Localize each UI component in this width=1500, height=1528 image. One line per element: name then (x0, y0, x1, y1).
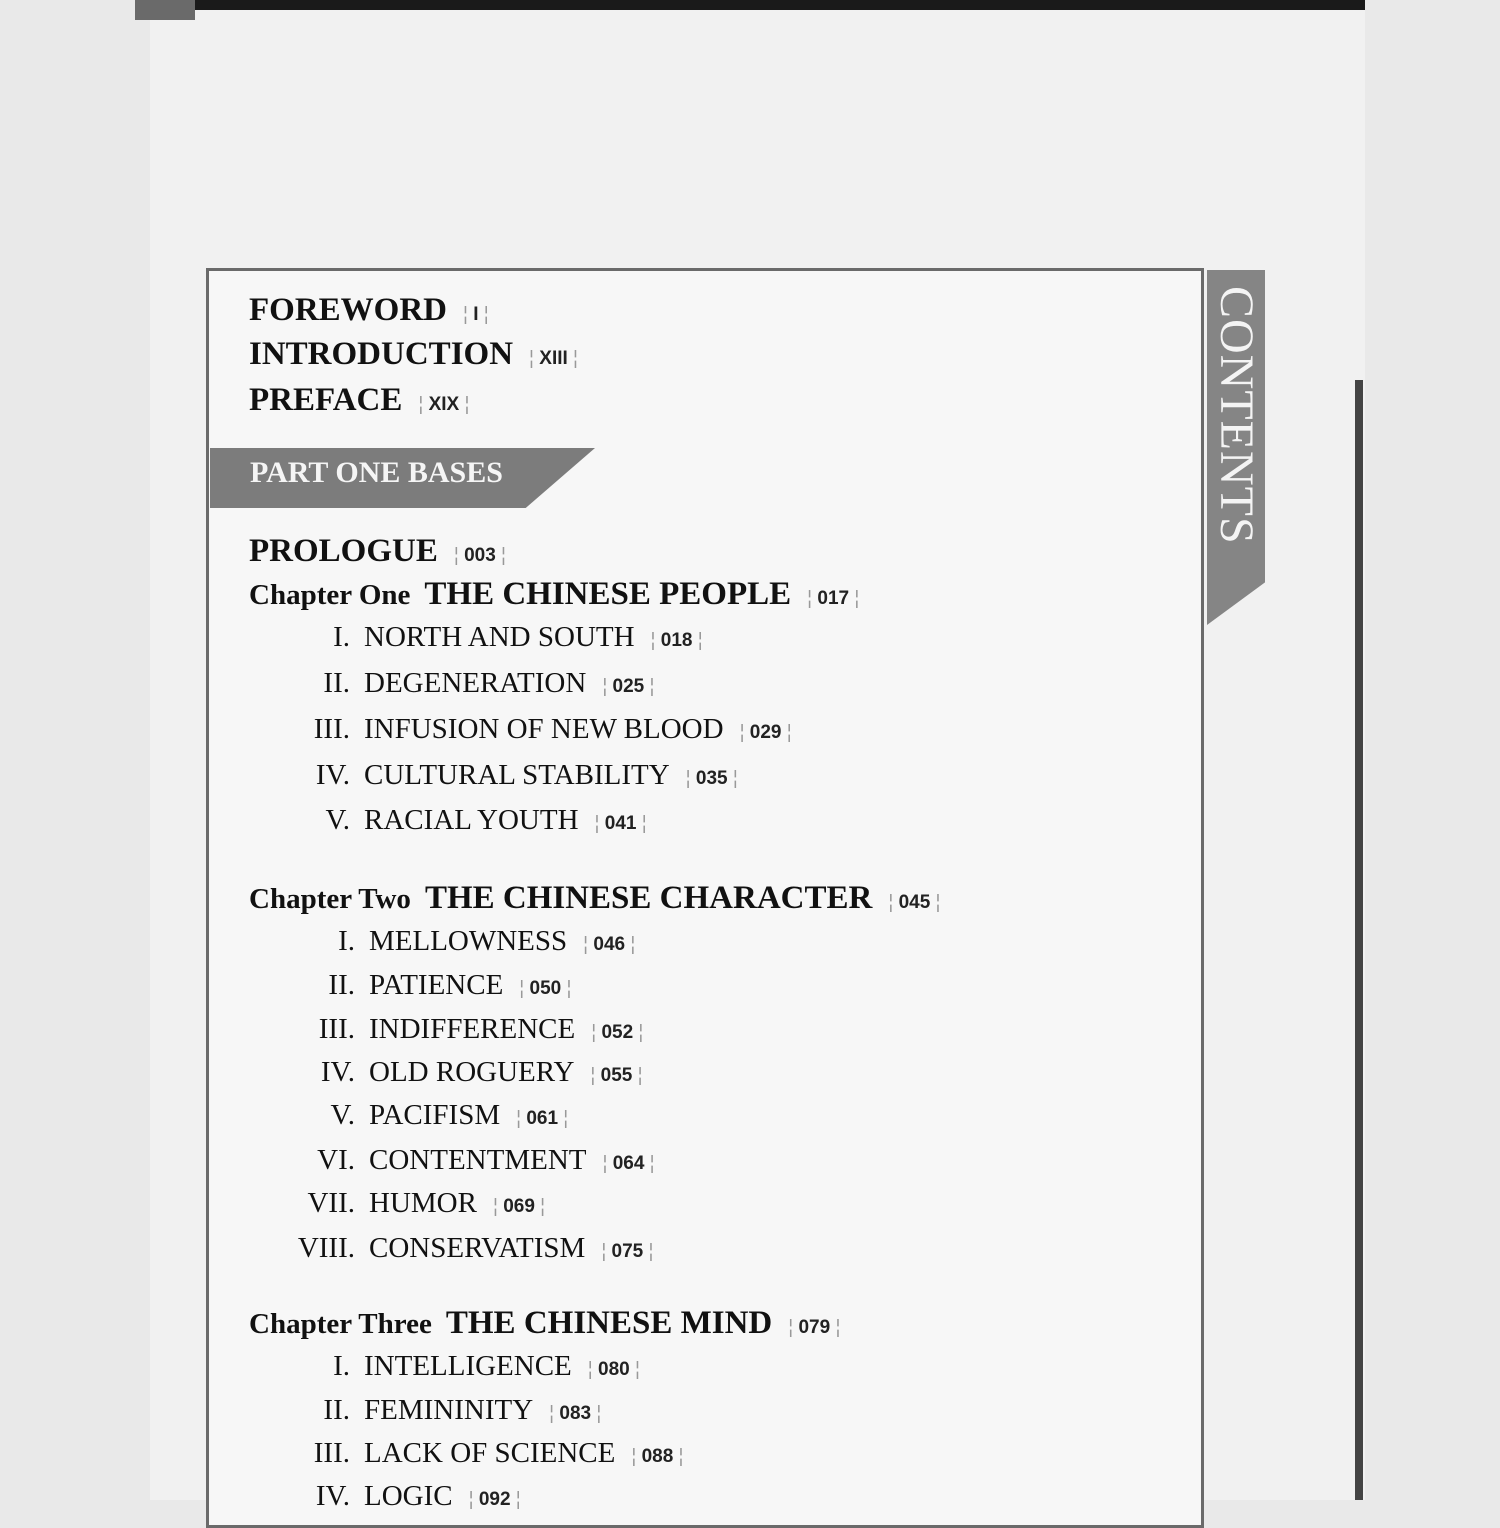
entry-title: PREFACE (249, 382, 403, 418)
page-number: ¦ 003 ¦ (454, 545, 506, 566)
chapter-heading (249, 1305, 840, 1342)
chapter-heading (249, 880, 941, 917)
section-numeral: V. (325, 804, 350, 836)
section-entry (290, 1437, 684, 1470)
section-entry (290, 713, 792, 746)
section-entry (290, 1394, 601, 1427)
page-number: ¦ 088 ¦ (631, 1446, 683, 1467)
section-numeral: V. (330, 1099, 355, 1131)
section-numeral: III. (313, 1437, 350, 1469)
entry-title: FOREWORD (249, 292, 447, 328)
section-title: HUMOR (369, 1187, 477, 1219)
page-number: ¦ 041 ¦ (595, 813, 647, 834)
section-entry (290, 759, 738, 792)
part-title: PART ONE BASES (250, 456, 503, 489)
page-number: ¦ 035 ¦ (686, 768, 738, 789)
section-entry (290, 621, 703, 654)
section-numeral: VIII. (297, 1232, 355, 1264)
page-number: ¦ I ¦ (463, 304, 489, 325)
page-number: ¦ 045 ¦ (888, 892, 940, 913)
chapter-number: Chapter One (249, 579, 411, 611)
section-entry (290, 804, 647, 837)
section-title: DEGENERATION (364, 667, 587, 699)
chapter-title: THE CHINESE PEOPLE (424, 576, 792, 612)
section-title: FEMININITY (364, 1394, 534, 1426)
chapter-number: Chapter Two (249, 883, 411, 915)
page-number: ¦ 079 ¦ (788, 1317, 840, 1338)
section-title: PACIFISM (369, 1099, 501, 1131)
toc-entry-introduction (249, 336, 578, 373)
section-entry (290, 667, 654, 700)
section-numeral: I. (338, 925, 355, 957)
page-top-corner (135, 0, 195, 20)
section-entry (290, 925, 635, 958)
page-number: ¦ 055 ¦ (590, 1065, 642, 1086)
page-number: ¦ 029 ¦ (740, 722, 792, 743)
section-title: INTELLIGENCE (364, 1350, 572, 1382)
section-title: LOGIC (364, 1480, 453, 1512)
section-numeral: VI. (317, 1144, 355, 1176)
entry-title: INTRODUCTION (249, 336, 514, 372)
section-title: CONTENTMENT (369, 1144, 587, 1176)
section-entry (290, 1013, 643, 1046)
section-title: OLD ROGUERY (369, 1056, 575, 1088)
page-number: ¦ 061 ¦ (516, 1108, 568, 1129)
section-entry (290, 1350, 640, 1383)
section-title: MELLOWNESS (369, 925, 568, 957)
chapter-title: THE CHINESE MIND (445, 1305, 773, 1341)
page-number: ¦ 064 ¦ (602, 1153, 654, 1174)
section-numeral: II. (323, 667, 350, 699)
section-numeral: IV. (315, 1480, 350, 1512)
toc-entry-foreword (249, 292, 489, 329)
section-entry (290, 969, 571, 1002)
contents-side-label: CONTENTS (1210, 286, 1263, 545)
page-number: ¦ 050 ¦ (519, 978, 571, 999)
section-numeral: IV. (320, 1056, 355, 1088)
section-title: INFUSION OF NEW BLOOD (364, 713, 724, 745)
section-numeral: III. (318, 1013, 355, 1045)
page-number: ¦ 069 ¦ (493, 1196, 545, 1217)
page-top-edge (140, 0, 1365, 10)
section-entry (290, 1144, 655, 1177)
section-title: CONSERVATISM (369, 1232, 586, 1264)
section-title: RACIAL YOUTH (364, 804, 579, 836)
page-number: ¦ 052 ¦ (591, 1022, 643, 1043)
page-number: ¦ 075 ¦ (601, 1241, 653, 1262)
entry-title: PROLOGUE (249, 533, 438, 569)
chapter-number: Chapter Three (249, 1308, 432, 1340)
section-title: NORTH AND SOUTH (364, 621, 635, 653)
page-right-edge (1355, 380, 1363, 1500)
section-numeral: III. (313, 713, 350, 745)
section-entry (290, 1187, 545, 1220)
page-number: ¦ XIII ¦ (529, 348, 578, 369)
page-number: ¦ 017 ¦ (807, 588, 859, 609)
page-number: ¦ 018 ¦ (651, 630, 703, 651)
page-number: ¦ 080 ¦ (588, 1359, 640, 1380)
section-numeral: II. (328, 969, 355, 1001)
section-title: CULTURAL STABILITY (364, 759, 670, 791)
section-title: INDIFFERENCE (369, 1013, 576, 1045)
section-numeral: II. (323, 1394, 350, 1426)
section-entry (290, 1056, 643, 1089)
section-numeral: VII. (307, 1187, 355, 1219)
section-title: PATIENCE (369, 969, 504, 1001)
section-numeral: IV. (315, 759, 350, 791)
toc-entry-preface (249, 382, 469, 419)
section-entry (290, 1480, 521, 1513)
section-numeral: I. (333, 1350, 350, 1382)
toc-entry-prologue (249, 533, 506, 570)
chapter-title: THE CHINESE CHARACTER (424, 880, 873, 916)
page-number: ¦ 025 ¦ (602, 676, 654, 697)
page-number: ¦ 092 ¦ (469, 1489, 521, 1510)
section-numeral: I. (333, 621, 350, 653)
section-title: LACK OF SCIENCE (364, 1437, 616, 1469)
page-number: ¦ 083 ¦ (549, 1403, 601, 1424)
section-entry (290, 1099, 568, 1132)
chapter-heading (249, 576, 859, 613)
section-entry (290, 1232, 653, 1265)
page-number: ¦ XIX ¦ (418, 394, 469, 415)
page-number: ¦ 046 ¦ (583, 934, 635, 955)
